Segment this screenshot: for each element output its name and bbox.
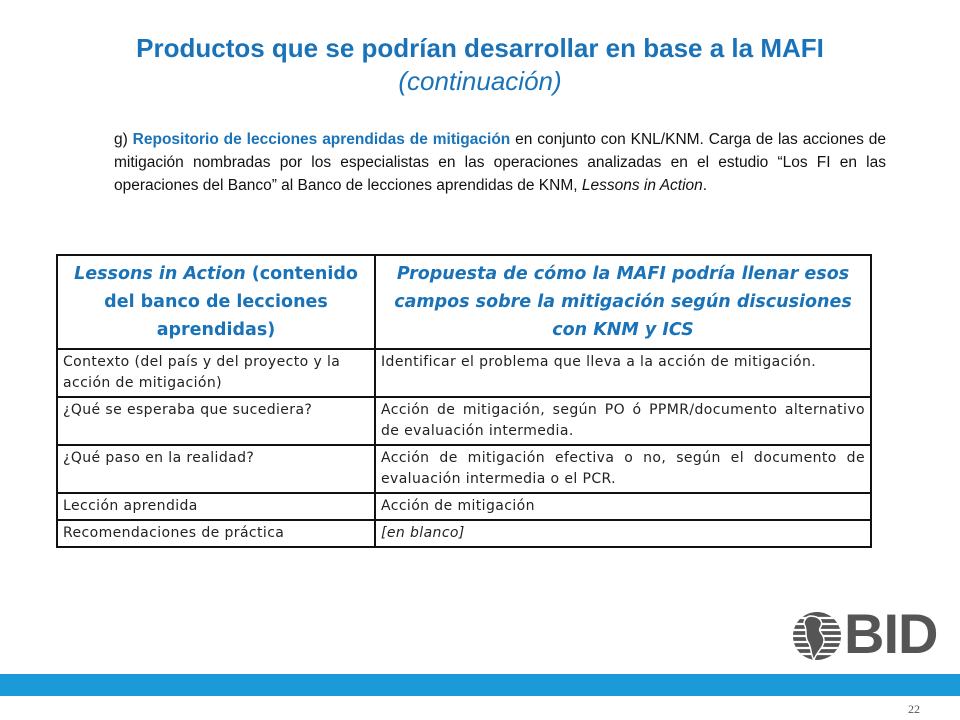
intro-highlight: Repositorio de lecciones aprendidas de mitigación [132,131,511,148]
title-sub: (continuación) [398,66,562,96]
cell-field: ¿Qué se esperaba que sucediera? [57,397,375,445]
cell-field: Recomendaciones de práctica [57,520,375,547]
intro-end: . [702,177,708,194]
table-row [57,397,871,445]
table-row [57,349,871,397]
table-row [57,493,871,520]
intro-body: en conjunto con KNL/KNM. Carga de las acciones de mitigación nombradas por los especialistas en las operaciones analizadas en el estudio “Los FI en las operaciones del Banco” al Banco de lecciones aprendidas de KNM, [114,131,886,194]
intro-paragraph [114,128,886,197]
cell-proposal: [en blanco] [375,520,871,547]
page-number: 22 [908,702,920,716]
table-row [57,445,871,493]
cell-field: Lección aprendida [57,493,375,520]
table-row [57,520,871,547]
cell-proposal: Acción de mitigación efectiva o no, según el documento de evaluación intermedia o el PCR. [375,445,871,493]
logo-text: BID [844,602,938,665]
header-col-proposal: Propuesta de cómo la MAFI podría llenar esos campos sobre la mitigación según discusiones con KNM y ICS [375,255,871,349]
intro-prefix: g) [114,131,133,148]
header-col-lessons [57,255,375,349]
cell-field: Contexto (del país y del proyecto y la acción de mitigación) [57,349,375,397]
title-main: Productos que se podrían desarrollar en base a la MAFI [136,33,824,63]
header-col1-rest: (contenido del banco de lecciones aprendidas) [104,264,358,340]
lessons-table [56,254,872,548]
bid-logo [790,602,938,665]
intro-italic: Lessons in Action [581,177,703,194]
header-col1-italic: Lessons in Action [74,264,246,284]
cell-proposal: Acción de mitigación [375,493,871,520]
cell-proposal: Identificar el problema que lleva a la acción de mitigación. [375,349,871,397]
table-header-row [57,255,871,349]
cell-field: ¿Qué paso en la realidad? [57,445,375,493]
cell-proposal: Acción de mitigación, según PO ó PPMR/documento alternativo de evaluación intermedia. [375,397,871,445]
page-title [40,32,920,98]
footer-bar [0,674,960,696]
